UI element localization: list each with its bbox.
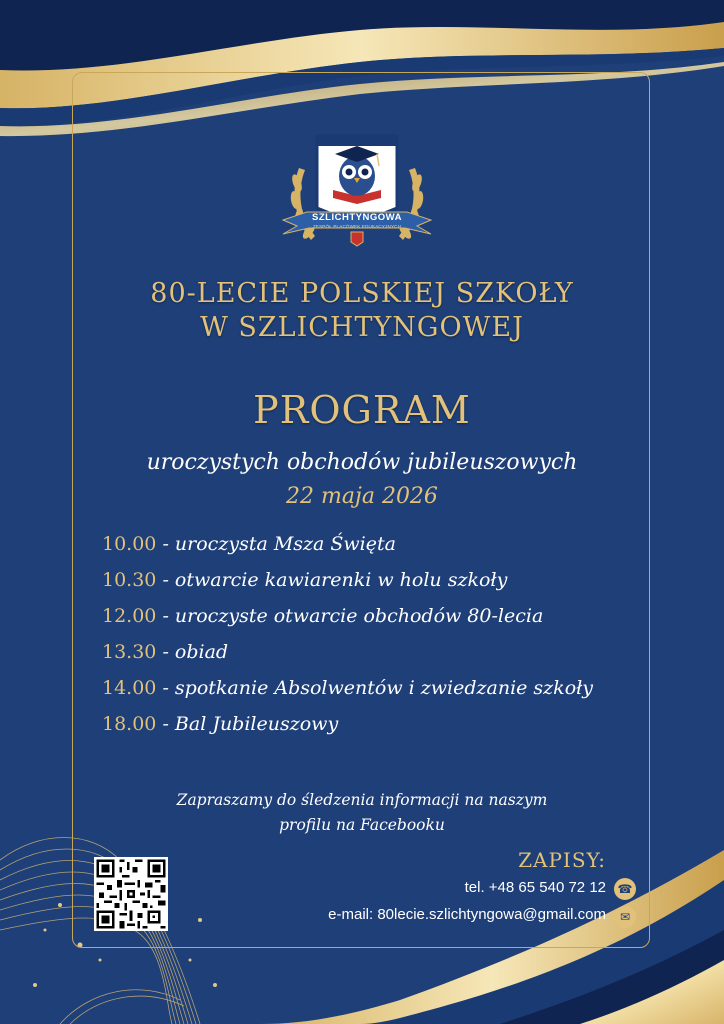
program-subtitle: uroczystych obchodów jubileuszowych bbox=[146, 450, 578, 475]
schedule-separator: - bbox=[162, 605, 169, 627]
logo-name: SZLICHTYNGOWA bbox=[312, 212, 402, 223]
schedule-separator: - bbox=[162, 713, 169, 735]
schedule-item bbox=[102, 674, 662, 710]
phone-number[interactable]: tel. +48 65 540 72 12 bbox=[464, 879, 606, 896]
phone-icon: ☎ bbox=[614, 878, 636, 900]
schedule-description: otwarcie kawiarenki w holu szkoły bbox=[174, 569, 508, 591]
logo-subtitle: ZESPÓŁ PLACÓWEK EDUKACYJNYCH bbox=[312, 224, 402, 229]
email-address[interactable]: e-mail: 80lecie.szlichtyngowa@gmail.com bbox=[328, 906, 606, 923]
schedule-list bbox=[102, 530, 662, 746]
schedule-description: Bal Jubileuszowy bbox=[174, 713, 339, 735]
title-line-1: 80-LECIE POLSKIEJ SZKOŁY bbox=[150, 278, 574, 309]
facebook-invite bbox=[0, 788, 724, 838]
schedule-separator: - bbox=[162, 533, 169, 555]
schedule-description: uroczysta Msza Święta bbox=[174, 533, 396, 555]
schedule-item bbox=[102, 530, 662, 566]
envelope-icon: ✉ bbox=[614, 906, 636, 928]
schedule-separator: - bbox=[162, 677, 169, 699]
schedule-separator: - bbox=[162, 569, 169, 591]
schedule-time: 13.30 bbox=[102, 641, 157, 663]
schedule-item bbox=[102, 602, 662, 638]
schedule-description: spotkanie Absolwentów i zwiedzanie szkoły bbox=[174, 677, 594, 699]
signup-heading: ZAPISY: bbox=[518, 848, 606, 872]
program-heading: PROGRAM bbox=[253, 388, 471, 432]
qr-code[interactable] bbox=[94, 857, 168, 931]
schedule-time: 14.00 bbox=[102, 677, 157, 699]
schedule-item bbox=[102, 638, 662, 674]
schedule-time: 10.30 bbox=[102, 569, 157, 591]
schedule-time: 12.00 bbox=[102, 605, 157, 627]
owl-with-graduation-cap-icon bbox=[277, 128, 437, 268]
invite-line-2: profilu na Facebooku bbox=[279, 816, 445, 834]
schedule-item bbox=[102, 710, 662, 746]
invite-line-1: Zapraszamy do śledzenia informacji na naszym bbox=[176, 791, 548, 809]
event-date: 22 maja 2026 bbox=[286, 484, 438, 509]
schedule-description: obiad bbox=[174, 641, 229, 663]
schedule-item bbox=[102, 566, 662, 602]
schedule-separator: - bbox=[162, 641, 169, 663]
schedule-time: 18.00 bbox=[102, 713, 157, 735]
title-line-2: W SZLICHTYNGOWEJ bbox=[200, 312, 524, 343]
schedule-time: 10.00 bbox=[102, 533, 157, 555]
schedule-description: uroczyste otwarcie obchodów 80-lecia bbox=[174, 605, 544, 627]
